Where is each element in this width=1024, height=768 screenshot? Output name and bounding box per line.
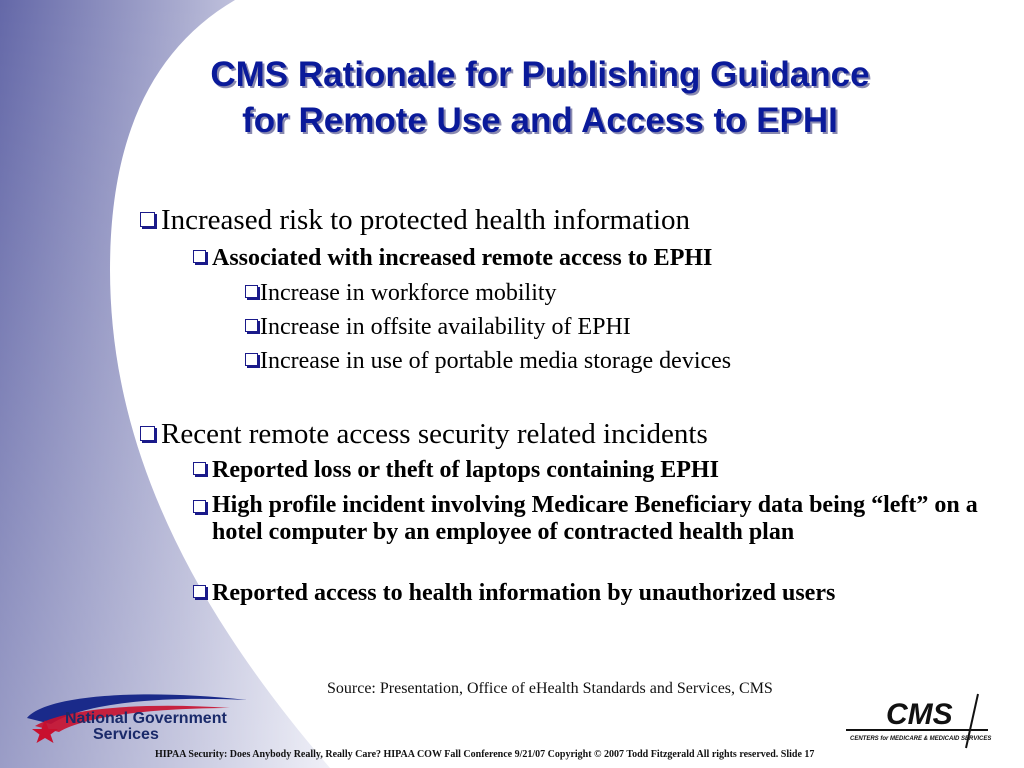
slide-footer: HIPAA Security: Does Anybody Really, Really Care? HIPAA COW Fall Conference 9/21/07 Copyright © 2007 Todd Fitzgerald All rights reserved. Slide 17 [155, 749, 815, 760]
checkbox-bullet-icon [245, 319, 258, 332]
sub-sub-bullet-mobility: Increase in workforce mobility [245, 280, 557, 307]
checkbox-bullet-icon [193, 462, 206, 475]
national-government-services-logo [25, 688, 250, 743]
sub-bullet-laptops: Reported loss or theft of laptops containing EPHI [193, 457, 719, 484]
svg-text:National Government: National Government [65, 710, 227, 727]
bullet-increased-risk: Increased risk to protected health information [140, 204, 690, 237]
checkbox-bullet-icon [245, 285, 258, 298]
sub-sub-bullet-offsite: Increase in offsite availability of EPHI [245, 314, 631, 341]
checkbox-bullet-icon [140, 426, 155, 441]
sub-bullet-unauthorized: Reported access to health information by unauthorized users [193, 580, 835, 607]
checkbox-bullet-icon [245, 353, 258, 366]
bullet-recent-incidents: Recent remote access security related incidents [140, 418, 708, 451]
sub-bullet-high-profile: High profile incident involving Medicare Beneficiary data being “left” on a hotel computer by an employee of contracted health plan [193, 492, 993, 546]
sub-bullet-associated: Associated with increased remote access to EPHI [193, 245, 712, 272]
slide-title [60, 52, 1020, 144]
cms-logo [838, 690, 998, 750]
svg-text:CMS: CMS [886, 698, 953, 731]
svg-text:Services: Services [93, 726, 159, 743]
title-line-2: for Remote Use and Access to EPHI [242, 101, 838, 140]
checkbox-bullet-icon [193, 500, 206, 513]
checkbox-bullet-icon [193, 250, 206, 263]
sub-sub-bullet-portable-media: Increase in use of portable media storage devices [245, 348, 731, 375]
svg-text:CENTERS for MEDICARE & MEDICAI: CENTERS for MEDICARE & MEDICAID SERVICES [850, 736, 992, 742]
title-line-1: CMS Rationale for Publishing Guidance [210, 55, 870, 94]
checkbox-bullet-icon [140, 212, 155, 227]
checkbox-bullet-icon [193, 585, 206, 598]
source-citation: Source: Presentation, Office of eHealth Standards and Services, CMS [327, 680, 773, 697]
